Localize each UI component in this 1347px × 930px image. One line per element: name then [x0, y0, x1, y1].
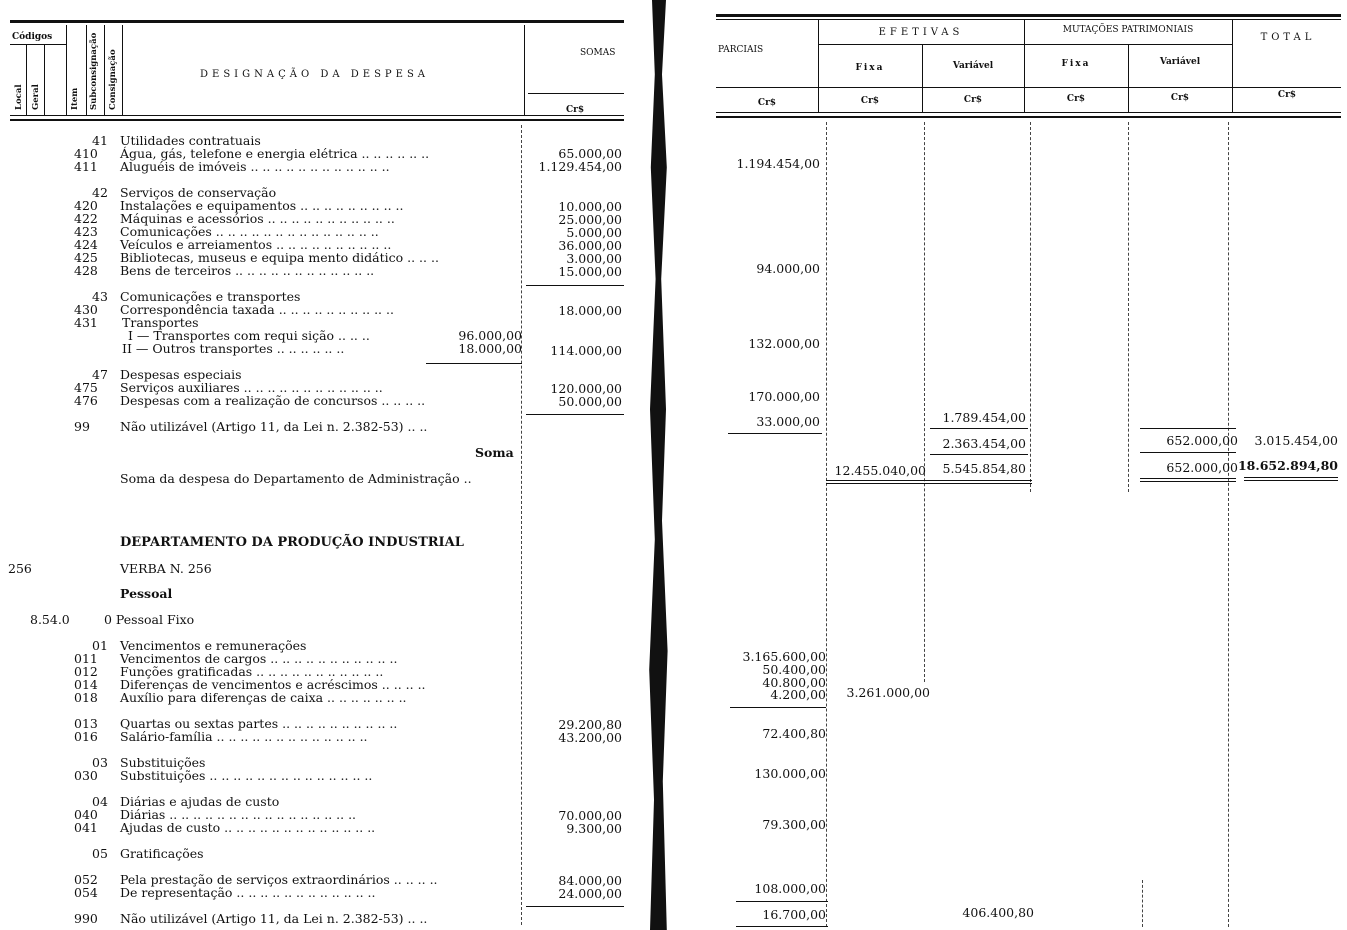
row-code: 410 — [74, 146, 98, 161]
col-sep — [44, 45, 45, 115]
row-text: Serviços de conservação — [120, 185, 277, 200]
row-code: 425 — [74, 250, 98, 265]
row-code: 03 — [92, 755, 108, 770]
efetivas-fixa-header: Fixa — [855, 63, 885, 73]
mutacoes-fixa-header: Fixa — [1061, 59, 1091, 69]
row-text: Substituições .. .. .. .. .. .. .. .. .. .. .. .. .. .. — [120, 768, 373, 783]
parcial-value: 40.800,00 — [762, 675, 826, 690]
variavel-value: 406.400,80 — [962, 905, 1034, 920]
row-code: 05 — [92, 846, 108, 861]
subtotal-rule — [736, 901, 828, 902]
subtotal-rule — [1140, 452, 1236, 453]
parcial-value: 3.165.600,00 — [742, 649, 826, 664]
col-sep — [26, 45, 27, 115]
row-code: 42 — [92, 185, 108, 200]
row-code: 030 — [74, 768, 98, 783]
parcial-value: 132.000,00 — [748, 336, 820, 351]
row-text: Instalações e equipamentos .. .. .. .. .. .. .. .. .. — [120, 198, 404, 213]
col-sep — [104, 25, 105, 115]
currency-rule — [716, 87, 1341, 88]
row-text: Serviços auxiliares .. .. .. .. .. .. .. .. .. .. .. .. — [120, 380, 383, 395]
col-sep — [86, 25, 87, 115]
row-code: 052 — [74, 872, 98, 887]
row-text: Bibliotecas, museus e equipa mento didático .. .. .. — [120, 250, 439, 265]
row-value: 10.000,00 — [558, 199, 622, 214]
row-text: De representação .. .. .. .. .. .. .. .. .. .. .. .. — [120, 885, 376, 900]
row-text: Máquinas e acessórios .. .. .. .. .. .. .. .. .. .. .. — [120, 211, 395, 226]
col-sep — [524, 25, 525, 115]
row-text: Gratificações — [120, 846, 204, 861]
row-code: 430 — [74, 302, 98, 317]
row-code: 011 — [74, 651, 98, 666]
fixa-value: 3.261.000,00 — [846, 685, 930, 700]
department-total-label: Soma da despesa do Departamento de Administração .. — [120, 471, 472, 486]
designacao-header: DESIGNAÇÃO DA DESPESA — [200, 69, 430, 80]
column-line — [826, 122, 828, 927]
row-text: Comunicações e transportes — [120, 289, 301, 304]
row-code: 428 — [74, 263, 98, 278]
row-text: Comunicações .. .. .. .. .. .. .. .. .. .. .. .. .. .. — [120, 224, 379, 239]
row-text: Não utilizável (Artigo 11, da Lei n. 2.382-53) .. .. — [120, 419, 428, 434]
row-text: Diárias .. .. .. .. .. .. .. .. .. .. .. .. .. .. .. .. — [120, 807, 357, 822]
subconsignacao-label: Subconsignação — [89, 32, 99, 110]
parcial-value: 72.400,80 — [762, 726, 826, 741]
header-rule-top — [716, 14, 1341, 17]
row-value: 114.000,00 — [550, 343, 622, 358]
row-text: Utilidades contratuais — [120, 133, 261, 148]
row-code: 990 — [74, 911, 98, 926]
row-text: Bens de terceiros .. .. .. .. .. .. .. .. .. .. .. .. — [120, 263, 375, 278]
row-code: 054 — [74, 885, 98, 900]
row-text: Quartas ou sextas partes .. .. .. .. .. .. .. .. .. .. — [120, 716, 398, 731]
row-code: 016 — [74, 729, 98, 744]
header-rule-bottom — [10, 115, 624, 116]
total-value: 18.652.894,80 — [1237, 458, 1338, 473]
row-code: 41 — [92, 133, 108, 148]
department-heading: DEPARTAMENTO DA PRODUÇÃO INDUSTRIAL — [120, 535, 464, 550]
row-text: Pela prestação de serviços extraordinários .. .. .. .. — [120, 872, 438, 887]
variavel-value: 5.545.854,80 — [942, 461, 1026, 476]
header-rule-top — [10, 20, 624, 23]
subtotal-rule — [1140, 428, 1236, 429]
row-text: II — Outros transportes .. .. .. .. .. .. — [122, 341, 345, 356]
subtotal-rule — [426, 363, 522, 364]
row-text: Diferenças de vencimentos e acréscimos .. .. .. .. — [120, 677, 426, 692]
parcial-value: 130.000,00 — [754, 766, 826, 781]
variavel-value: 1.789.454,00 — [942, 410, 1026, 425]
subtotal-rule — [526, 285, 624, 286]
total-rule-2 — [1140, 481, 1236, 482]
row-text: Veículos e arreiamentos .. .. .. .. .. .. .. .. .. .. — [120, 237, 392, 252]
row-value: 50.000,00 — [558, 394, 622, 409]
row-text: Não utilizável (Artigo 11, da Lei n. 2.382-53) .. .. — [120, 911, 428, 926]
row-value: 65.000,00 — [558, 146, 622, 161]
efetivas-rule — [818, 44, 1232, 45]
row-value: 120.000,00 — [550, 381, 622, 396]
row-value: 3.000,00 — [566, 251, 622, 266]
total-header: TOTAL — [1260, 32, 1316, 43]
row-code: 423 — [74, 224, 98, 239]
column-line — [1142, 880, 1144, 927]
codigos-rule — [10, 44, 66, 45]
subtotal-rule — [930, 454, 1028, 455]
row-text: Despesas com a realização de concursos .. .. .. .. — [120, 393, 426, 408]
parcial-value: 108.000,00 — [754, 881, 826, 896]
col-sep — [122, 25, 123, 115]
row-code: 43 — [92, 289, 108, 304]
row-code: 018 — [74, 690, 98, 705]
parcial-value: 79.300,00 — [762, 817, 826, 832]
subtotal-rule — [526, 414, 624, 415]
row-code: 431 — [74, 315, 98, 330]
row-code: 424 — [74, 237, 98, 252]
efetivas-variavel-header: Variável — [952, 61, 994, 71]
row-subvalue: 96.000,00 — [458, 328, 522, 343]
pessoal-heading: Pessoal — [120, 586, 173, 601]
mut-variavel-currency: Cr$ — [1170, 93, 1190, 103]
variavel-value: 2.363.454,00 — [942, 436, 1026, 451]
row-text: Correspondência taxada .. .. .. .. .. .. .. .. .. .. — [120, 302, 394, 317]
total-rule-2 — [826, 483, 1032, 484]
row-code: 420 — [74, 198, 98, 213]
row-value: 36.000,00 — [558, 238, 622, 253]
mut-fixa-currency: Cr$ — [1066, 94, 1086, 104]
somas-currency: Cr$ — [566, 105, 585, 115]
subtotal-rule — [736, 926, 828, 927]
mutacoes-header: MUTAÇÕES PATRIMONIAIS — [1062, 25, 1194, 35]
row-code: 47 — [92, 367, 108, 382]
soma-label: Soma — [475, 445, 514, 460]
efetivas-header: EFETIVAS — [878, 27, 964, 38]
row-text: Despesas especiais — [120, 367, 242, 382]
row-code: 256 — [8, 561, 32, 576]
row-text: Transportes — [122, 315, 199, 330]
row-value: 9.300,00 — [566, 821, 622, 836]
mutacoes-variavel-header: Variável — [1159, 57, 1201, 67]
column-line — [1228, 122, 1230, 927]
item-label: Item — [70, 87, 80, 110]
row-value: 1.129.454,00 — [538, 159, 622, 174]
mutacoes-value: 652.000,00 — [1166, 460, 1238, 475]
row-code: 01 — [92, 638, 108, 653]
row-value: 15.000,00 — [558, 264, 622, 279]
somas-rule — [528, 93, 624, 94]
parcial-value: 4.200,00 — [770, 687, 826, 702]
row-text: I — Transportes com requi sição .. .. .. — [128, 328, 370, 343]
somas-header: SOMAS — [580, 48, 616, 58]
geral-label: Geral — [31, 84, 41, 110]
codigos-label: Códigos — [12, 32, 53, 42]
row-value: 25.000,00 — [558, 212, 622, 227]
row-value: 18.000,00 — [558, 303, 622, 318]
row-text: Diárias e ajudas de custo — [120, 794, 280, 809]
parcial-value: 94.000,00 — [756, 261, 820, 276]
total-rule — [1244, 477, 1338, 478]
row-text: Funções gratificadas .. .. .. .. .. .. .. .. .. .. .. — [120, 664, 384, 679]
row-text: 0 Pessoal Fixo — [104, 612, 195, 627]
row-text: Aluguéis de imóveis .. .. .. .. .. .. .. .. .. .. .. .. — [120, 159, 390, 174]
parcial-value: 170.000,00 — [748, 389, 820, 404]
row-text: Salário-família .. .. .. .. .. .. .. .. .. .. .. .. .. — [120, 729, 368, 744]
row-code: 041 — [74, 820, 98, 835]
parciais-header: PARCIAIS — [718, 45, 764, 55]
row-code: 411 — [74, 159, 98, 174]
row-value: 24.000,00 — [558, 886, 622, 901]
row-code: 014 — [74, 677, 98, 692]
row-code: 99 — [74, 419, 90, 434]
row-code: 040 — [74, 807, 98, 822]
consignacao-label: Consignação — [108, 49, 118, 110]
row-code: 013 — [74, 716, 98, 731]
header-rule-top-2 — [716, 19, 1341, 20]
row-code: 8.54.0 — [30, 612, 70, 627]
subtotal-rule — [930, 428, 1028, 429]
total-rule — [1140, 478, 1236, 479]
mutacoes-value: 652.000,00 — [1166, 433, 1238, 448]
row-value: 84.000,00 — [558, 873, 622, 888]
verba-heading: VERBA N. 256 — [120, 561, 212, 576]
parcial-value: 50.400,00 — [762, 662, 826, 677]
row-code: 475 — [74, 380, 98, 395]
row-text: Vencimentos de cargos .. .. .. .. .. .. .. .. .. .. .. — [120, 651, 398, 666]
fixa-currency: Cr$ — [860, 96, 880, 106]
row-text: Auxílio para diferenças de caixa .. .. .. .. .. .. .. — [120, 690, 407, 705]
row-value: 43.200,00 — [558, 730, 622, 745]
fixa-value: 12.455.040,00 — [834, 463, 926, 478]
column-line — [1030, 122, 1032, 492]
row-code: 04 — [92, 794, 108, 809]
parcial-value: 16.700,00 — [762, 907, 826, 922]
row-code: 476 — [74, 393, 98, 408]
total-currency: Cr$ — [1277, 90, 1297, 100]
header-rule-bottom-2 — [716, 116, 1341, 118]
row-code: 012 — [74, 664, 98, 679]
subtotal-rule — [526, 906, 624, 907]
variavel-currency: Cr$ — [963, 95, 983, 105]
parcial-value: 33.000,00 — [756, 414, 820, 429]
row-value: 70.000,00 — [558, 808, 622, 823]
column-line — [924, 122, 926, 682]
col-sep — [66, 25, 67, 115]
row-value: 5.000,00 — [566, 225, 622, 240]
row-text: Vencimentos e remunerações — [120, 638, 307, 653]
page-gutter — [638, 0, 678, 930]
subtotal-rule — [728, 433, 822, 434]
header-rule-bottom — [716, 112, 1341, 113]
row-code: 422 — [74, 211, 98, 226]
row-text: Ajudas de custo .. .. .. .. .. .. .. .. .. .. .. .. .. — [120, 820, 376, 835]
header-rule-bottom-2 — [10, 119, 624, 121]
row-text: Água, gás, telefone e energia elétrica .. .. .. .. .. .. — [120, 146, 430, 161]
total-rule-2 — [1244, 480, 1338, 481]
row-value: 29.200,80 — [558, 717, 622, 732]
row-text: Substituições — [120, 755, 206, 770]
subtotal-rule — [730, 707, 826, 708]
parciais-currency: Cr$ — [757, 98, 777, 108]
row-subvalue: 18.000,00 — [458, 341, 522, 356]
parcial-value: 1.194.454,00 — [736, 156, 820, 171]
total-value: 3.015.454,00 — [1254, 433, 1338, 448]
total-rule — [826, 480, 1032, 481]
local-label: Local — [14, 84, 24, 110]
